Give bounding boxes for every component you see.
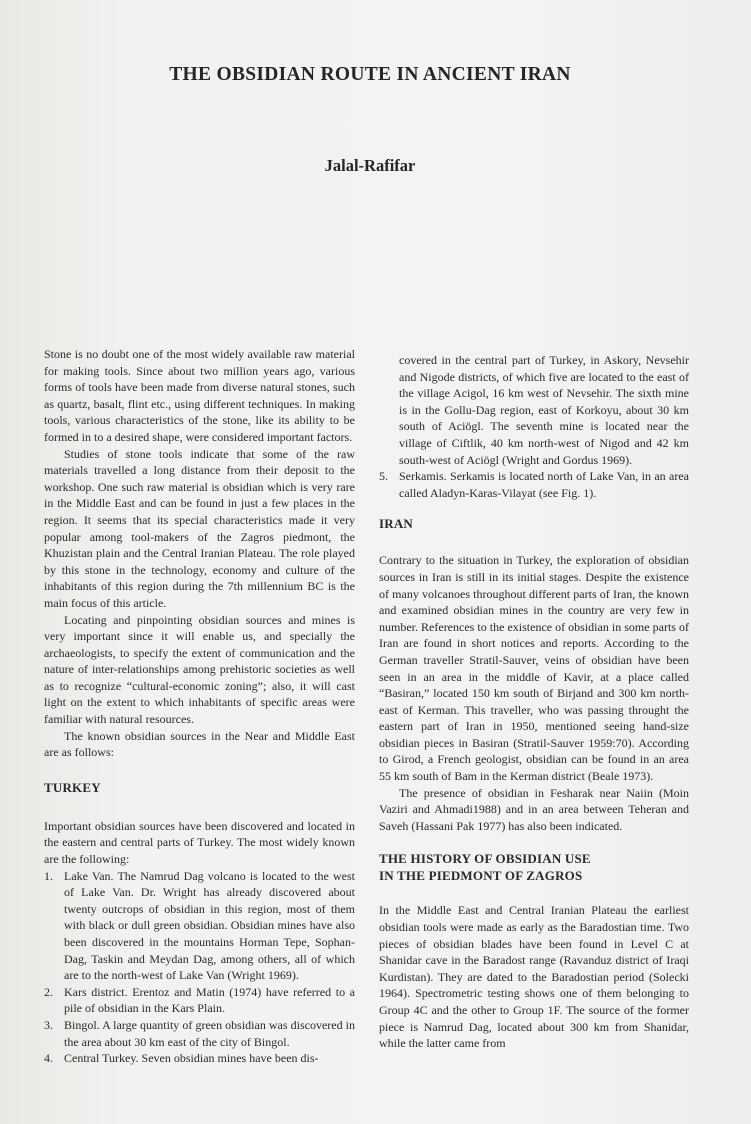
list-item-text: Bingol. A large quantity of green obsidian was discovered in the area about 30 km east of the city of Bingol. [64,1017,355,1049]
list-item-text: Central Turkey. Seven obsidian mines have been dis- [64,1051,319,1066]
list-item-number: 5. [379,469,388,484]
paragraph: Important obsidian sources have been discovered and located in the eastern and central parts of Turkey. The most widely known are the following: [44,818,355,867]
section-heading-iran: IRAN [379,516,414,532]
section-heading-line: IN THE PIEDMONT OF ZAGROS [379,868,583,884]
paragraph: Studies of stone tools indicate that some of the raw materials travelled a long distance from their deposit to the workshop. One such raw material is obsidian which is very rare in the Middle East and can be found in just a few places in the region. It seems that its special characteristics made it very popular among tool-makers of the Zagros piedmont, the Khuzistan plain and the Central Iranian Plateau. The role played by this stone in the technology, economy and culture of the inhabitants of this region during the 7th millennium BC is the main focus of this article. [44,446,355,610]
paragraph: In the Middle East and Central Iranian Plateau the earliest obsidian tools were made as early as the Baradostian time. Two pieces of obsidian blades have been found in Level C at Shanidar cave in the Baradost range (Ravanduz district of Iraqi Kurdistan). They are dated to the Baradostian period (Solecki 1964). Spectrometric testing shows one of them belonging to Group 4C and the other to Group 1F. The source of the former piece is Namrud Dag, located about 300 km from Shanidar, while the latter came from [379,903,689,1051]
article-author: Jalal-Rafifar [324,156,416,175]
article-title: THE OBSIDIAN ROUTE IN ANCIENT IRAN [169,64,571,85]
turkey-sources-list [44,868,355,1067]
list-item-text: Lake Van. The Namrud Dag volcano is located to the west of Lake Van. Dr. Wright has already discovered about twenty outcrops of obsidian in this region, most of them with black or dull green obsidian. Obsidian mines have also been discovered in the mountains Horman Tepe, Sophan-Dag, Taskin and Meydan Dag, among others, all of which are to the north-west of Lake Van (Wright 1969). [64,868,355,983]
list-item [44,868,355,984]
paragraph: The known obsidian sources in the Near and Middle East are as follows: [44,728,355,760]
list-item-number: 2. [44,984,53,999]
section-heading-line: THE HISTORY OF OBSIDIAN USE [379,851,591,867]
list-item [44,1017,355,1050]
list-item [44,984,355,1017]
list-item-number: 1. [44,868,53,883]
list-item [44,1050,355,1067]
list-item-text: covered in the central part of Turkey, in Askory, Nevsehir and Nigode districts, of which five are located to the east of the village Acigol, 16 km west of Nevsehir. The sixth mine is in the Gollu-Dag region, east of Korkoyu, about 30 km south of Aciögl. The seventh mine is located near the village of Ciftlik, 40 km north-west of Nigod and 42 km south-west of Aciögl (Wright and Gordus 1969). [399,353,689,467]
section-heading-turkey: TURKEY [44,779,101,795]
right-column [379,352,689,1052]
list-item-number: 4. [44,1051,53,1066]
list-item [379,468,689,501]
list-item-text: Kars district. Erentoz and Matin (1974) have referred to a pile of obsidian in the Kars Plain. [64,984,355,1016]
paragraph: Locating and pinpointing obsidian sources and mines is very important since it will enable us, and specially the archaeologists, to specify the extent of communication and the nature of inter-relationships among prehistoric societies as well as to recognize “cultural-economic zoning”; also, it will cast light on the extent to which inhabitants of specific areas were familiar with natural resources. [44,612,355,727]
list-item-number: 3. [44,1017,53,1032]
list-item-continued [379,352,689,468]
section-heading-history [379,850,689,884]
paragraph: The presence of obsidian in Fesharak near Naiin (Moin Vaziri and Ahmadi1988) and in an area between Teheran and Saveh (Hassani Pak 1977) has also been indicated. [379,785,689,833]
list-item-text: Serkamis. Serkamis is located north of Lake Van, in an area called Aladyn-Karas-Vilayat (see Fig. 1). [399,469,689,500]
paragraph: Contrary to the situation in Turkey, the exploration of obsidian sources in Iran is still in its initial stages. Despite the existence of many volcanoes throughout different parts of Iran, the known and examined obsidian mines in the country are very few in number. References to the existence of obsidian in some parts of Iran are found in short notices and reports. According to the German traveller Stratil-Sauver, veins of obsidian have been seen in an area in the middle of Kavir, at a place called “Basiran,” located 150 km south of Birjand and 300 km north-east of Kerman. This traveller, who was passing throught the eastern part of Iran in 1950, mentioned seeing hand-size obsidian pieces in Basiran (Stratil-Sauver 1959:70). According to Girod, a French geologist, obsidian can be found in an area 55 km south of Bam in the Kerman district (Beale 1973). [379,553,689,784]
left-column [44,346,355,1067]
turkey-sources-list-continued [379,352,689,501]
paragraph: Stone is no doubt one of the most widely available raw material for making tools. Since about two million years ago, various forms of tools have been made from diverse natural stones, such as quartz, basalt, flint etc., using different techniques. In making tools, various characteristics of the stone, like its ability to be formed in to a desired shape, were considered important factors. [44,347,355,444]
